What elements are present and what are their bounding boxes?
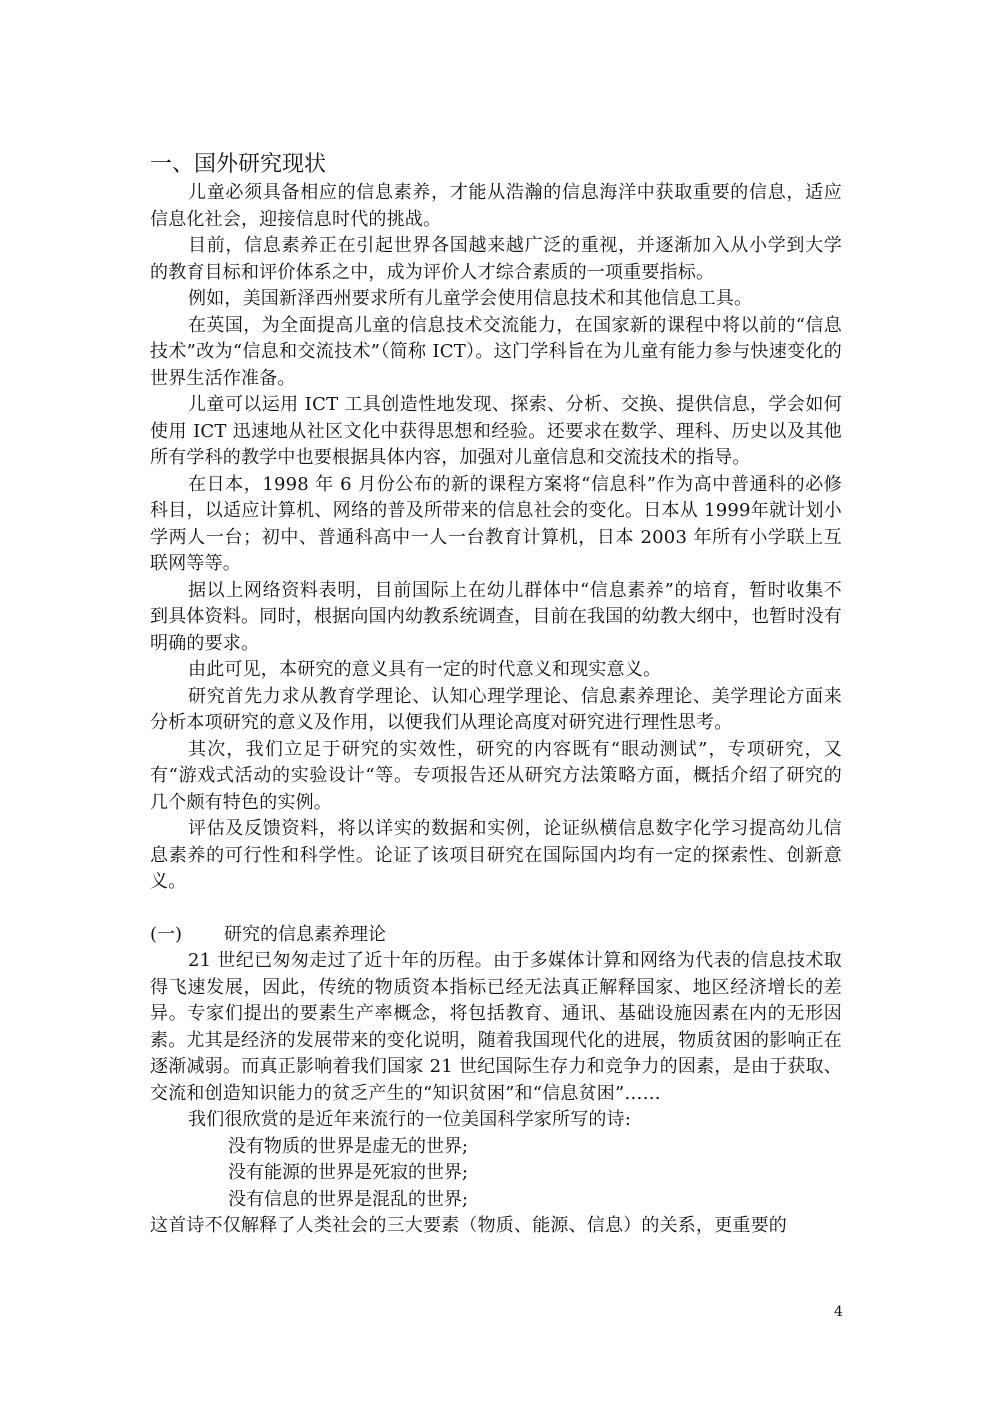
paragraph: 研究首先力求从教育学理论、认知心理学理论、信息素养理论、美学理论方面来分析本项研究的意义及作用，以便我们从理论高度对研究进行理性思考。 bbox=[150, 685, 842, 733]
subsection-heading bbox=[150, 922, 842, 949]
paragraph: 评估及反馈资料，将以详实的数据和实例，论证纵横信息数字化学习提高幼儿信息素养的可行性和科学性。论证了该项目研究在国际国内均有一定的探索性、创新意义。 bbox=[150, 818, 842, 892]
page-body bbox=[150, 150, 842, 1240]
paragraph: 目前，信息素养正在引起世界各国越来越广泛的重视，并逐渐加入从小学到大学的教育目标和评价体系之中，成为评价人才综合素质的一项重要指标。 bbox=[150, 235, 842, 283]
paragraph: 在日本，1998 年 6 月份公布的新的课程方案将“信息科”作为高中普通科的必修科目，以适应计算机、网络的普及所带来的信息社会的变化。日本从 1999年就计划小学两人一台；初中、普通科高中一人一台教育计算机，日本 2003 年所有小学联上互联网等等。 bbox=[150, 473, 842, 574]
paragraph: 儿童可以运用 ICT 工具创造性地发现、探索、分析、交换、提供信息，学会如何使用 ICT 迅速地从社区文化中获得思想和经验。还要求在数学、理科、历史以及其他所有学科的教学中也要根据具体内容，加强对儿童信息和交流技术的指导。 bbox=[150, 394, 842, 468]
paragraph: 据以上网络资料表明，目前国际上在幼儿群体中“信息素养”的培育，暂时收集不到具体资料。同时，根据向国内幼教系统调查，目前在我国的幼教大纲中，也暂时没有明确的要求。 bbox=[150, 579, 842, 654]
paragraph: 21 世纪已匆匆走过了近十年的历程。由于多媒体计算和网络为代表的信息技术取得飞速发展，因此，传统的物质资本指标已经无法真正解释国家、地区经济增长的差异。专家们提出的要素生产率概念，将包括教育、通讯、基础设施因素在内的无形因素。尤其是经济的发展带来的变化说明，随着我国现代化的进展，物质贫困的影响正在逐渐减弱。而真正影响着我们国家 21 世纪国际生存力和竞争力的因素，是由于获取、交流和创造知识能力的贫乏产生的“知识贫困”和“信息贫困”…… bbox=[150, 950, 842, 1104]
paragraph: 我们很欣赏的是近年来流行的一位美国科学家所写的诗: bbox=[188, 1109, 632, 1130]
poem-line: 没有信息的世界是混乱的世界; bbox=[228, 1188, 469, 1210]
paragraph: 由此可见，本研究的意义具有一定的时代意义和现实意义。 bbox=[188, 659, 662, 680]
paragraph-continued: 这首诗不仅解释了人类社会的三大要素（物质、能源、信息）的关系，更重要的 bbox=[150, 1215, 787, 1236]
paragraph: 在英国，为全面提高儿童的信息技术交流能力，在国家新的课程中将以前的“信息技术”改为“信息和交流技术”（简称 ICT）。这门学科旨在为儿童有能力参与快速变化的世界生活作准备。 bbox=[150, 314, 842, 389]
poem-line: 没有物质的世界是虚无的世界; bbox=[228, 1135, 469, 1157]
spacer bbox=[150, 896, 842, 922]
paragraph: 儿童必须具备相应的信息素养，才能从浩瀚的信息海洋中获取重要的信息，适应信息化社会，迎接信息时代的挑战。 bbox=[150, 182, 842, 230]
paragraph: 例如，美国新泽西州要求所有儿童学会使用信息技术和其他信息工具。 bbox=[188, 288, 753, 309]
subsection-number: (一) bbox=[150, 923, 183, 945]
section-heading: 一、国外研究现状 bbox=[150, 152, 327, 177]
poem-line: 没有能源的世界是死寂的世界; bbox=[228, 1162, 469, 1183]
paragraph: 其次，我们立足于研究的实效性，研究的内容既有“眼动测试”，专项研究，又有“游戏式活动的实验设计“等。专项报告还从研究方法策略方面，概括介绍了研究的几个颇有特色的实例。 bbox=[150, 738, 842, 813]
page-number: 4 bbox=[834, 1304, 843, 1320]
subsection-title: 研究的信息素养理论 bbox=[224, 923, 386, 945]
